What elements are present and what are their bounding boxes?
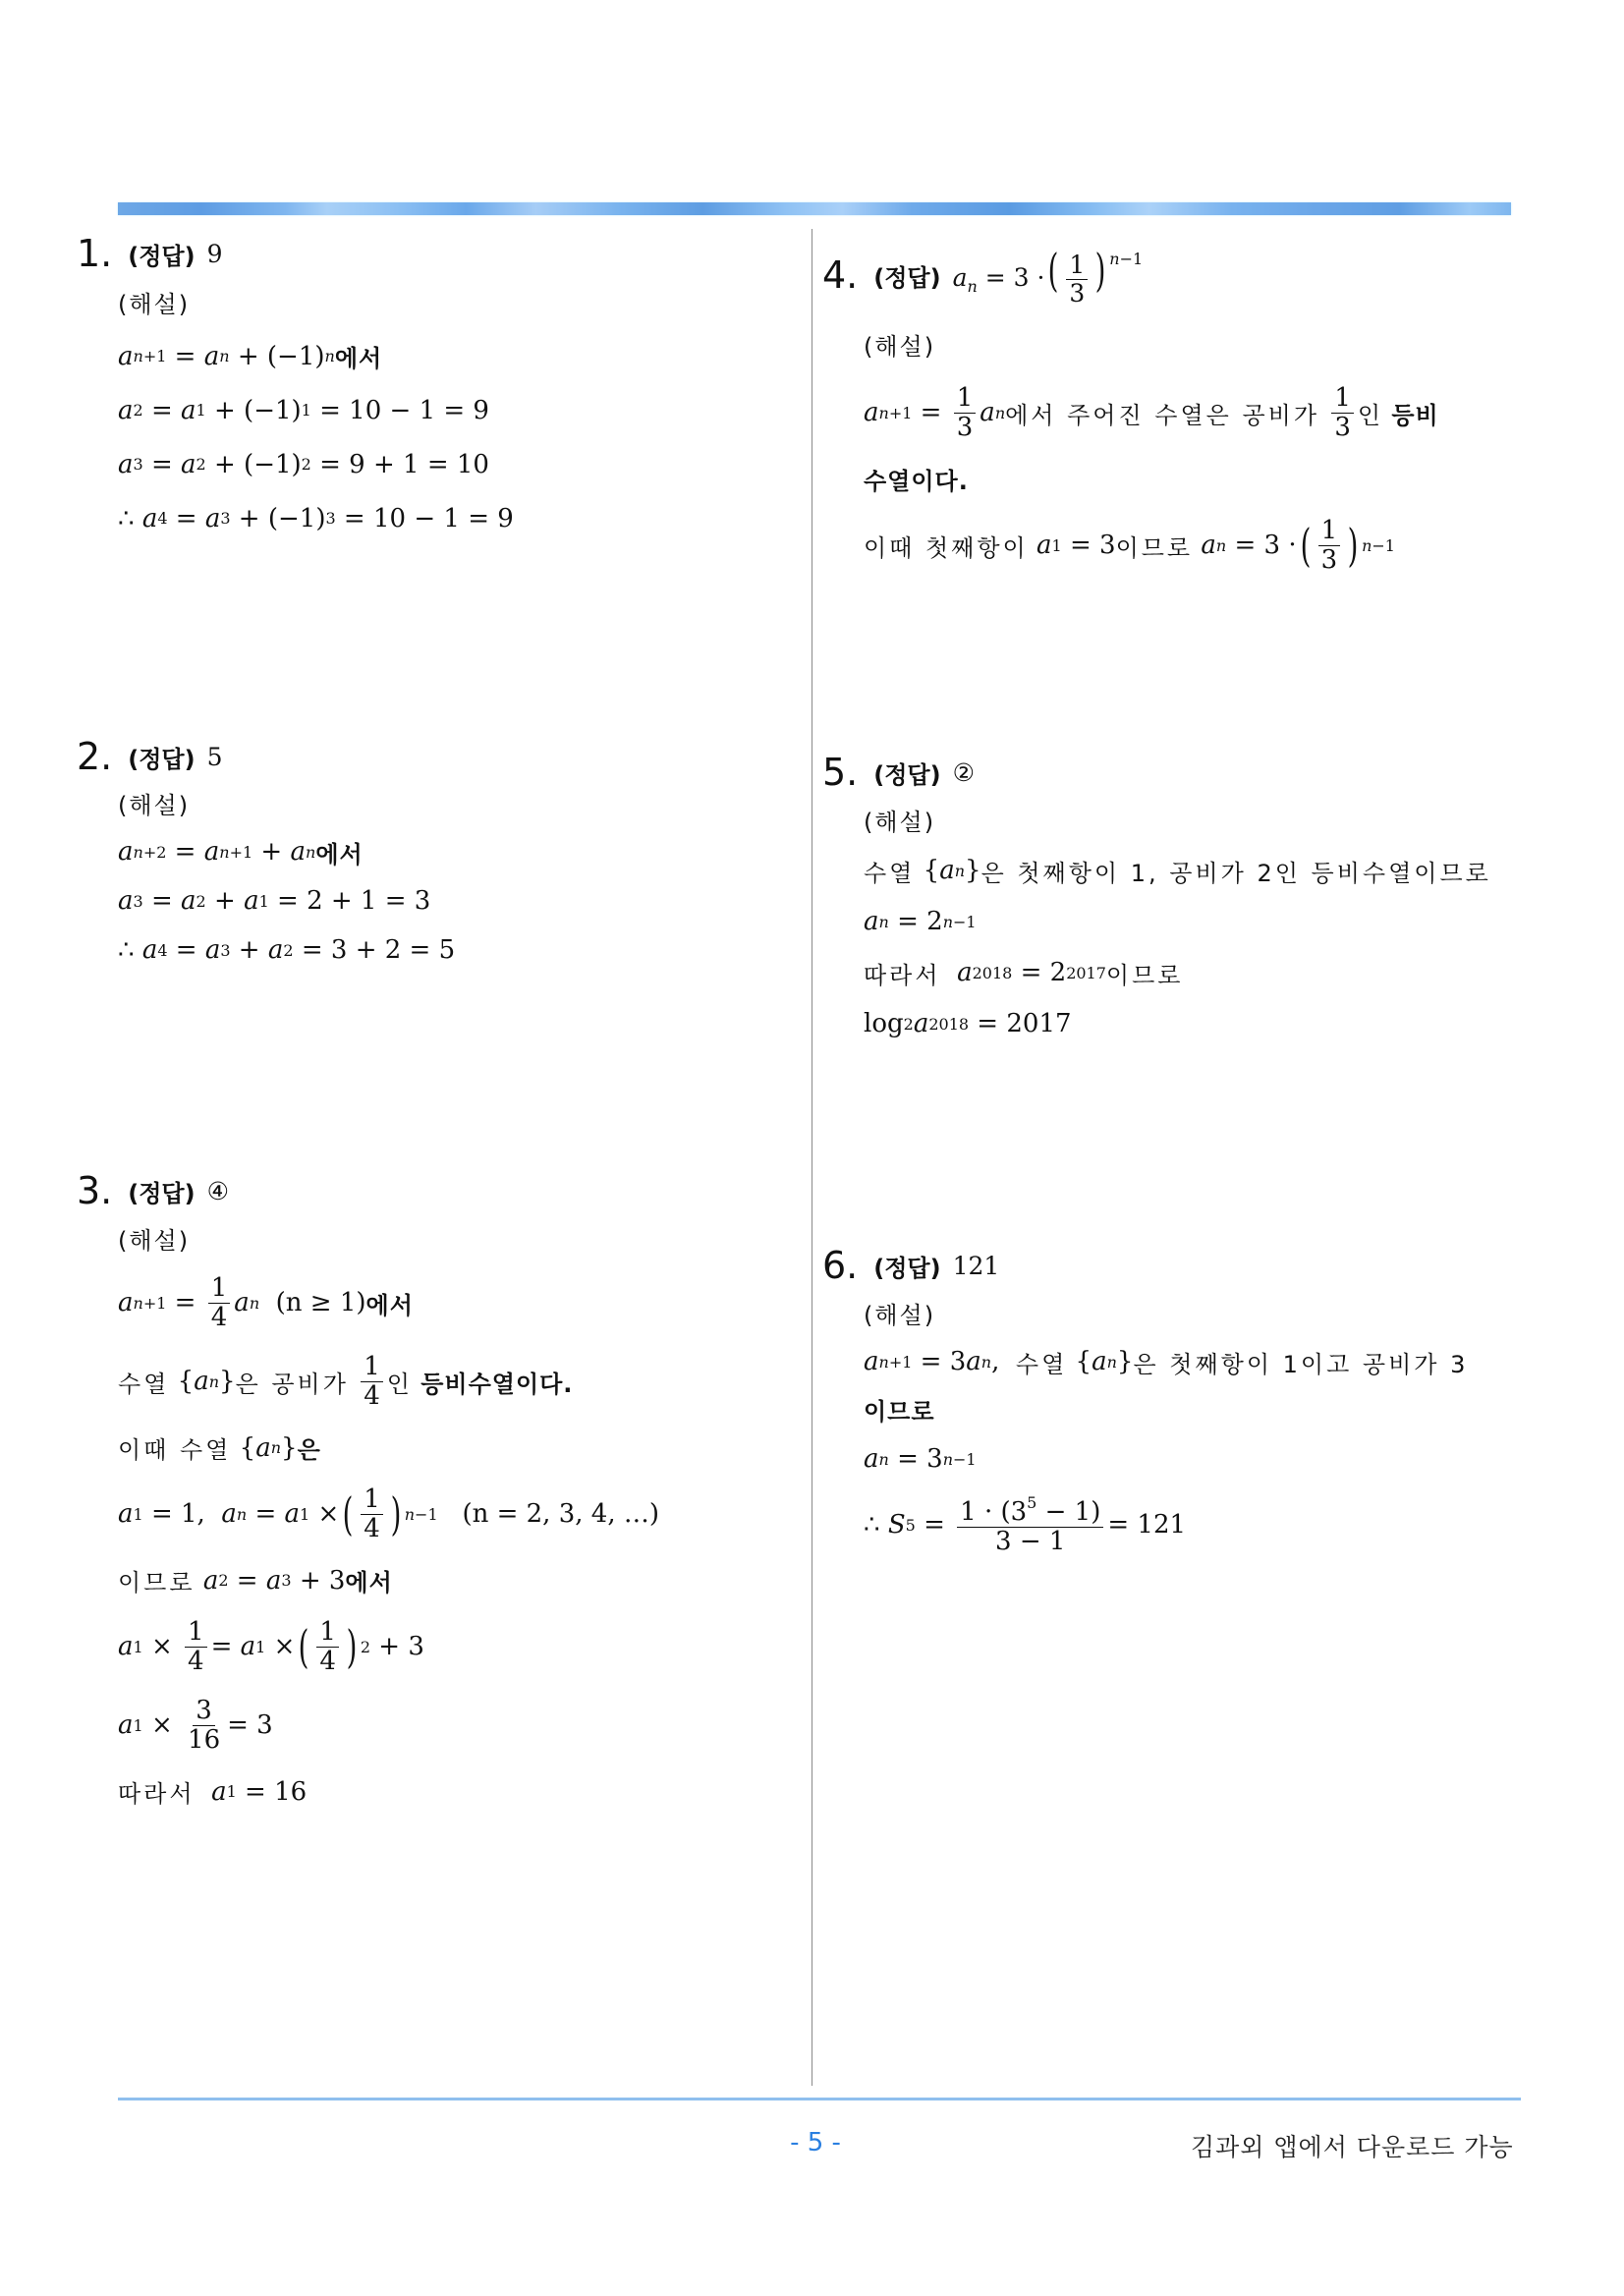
- problem-number: 5.: [822, 751, 859, 794]
- explanation-line: 따라서 a 1 = 16: [118, 1776, 308, 1808]
- answer-value: 9: [206, 239, 223, 268]
- explanation-line: a n+1 = $\frac{1}{3}$ a n 에서 주어진 수열은 공비가 $\frac{1}{3}$ 인 등비: [864, 382, 1439, 442]
- explanation-line: a n = 2 n−1: [864, 907, 977, 936]
- explanation-line: a n+1 = $\frac{1}{4}$ a n (n ≥ 1) 에서: [118, 1272, 414, 1332]
- answer-value: 121: [952, 1251, 1000, 1280]
- explanation-line: log 2 a 2018 = 2017: [864, 1009, 1072, 1038]
- footer-divider: [118, 2098, 1521, 2100]
- explanation-line: a n+1 = a n + (−1) n 에서: [118, 341, 383, 372]
- problem-header: [822, 1244, 1468, 1287]
- problem-number: 6.: [822, 1244, 859, 1287]
- problem-4: [822, 236, 1439, 585]
- explanation-line: a 1 × $\frac{3}{16}$ = 3: [118, 1695, 273, 1755]
- answer-label: (정답): [128, 1179, 196, 1207]
- problem-number: 3.: [77, 1169, 113, 1212]
- problem-header: [822, 751, 1491, 794]
- explanation-label: (해설): [864, 1301, 936, 1329]
- explanation-line: a 1 × $\frac{1}{4}$ = a 1 × ( $\frac{1}{4}$ ) 2 + 3: [118, 1616, 424, 1676]
- footer-text: 김과외 앱에서 다운로드 가능: [1191, 2133, 1514, 2161]
- answer-value: $a_n = 3$ ·( $\frac{1}{3}$ ) $^{n-1}$: [952, 243, 1144, 308]
- explanation: [118, 1212, 659, 1819]
- explanation-label: (해설): [118, 1226, 191, 1255]
- explanation-line: a n = 3 n−1: [864, 1444, 977, 1474]
- explanation-line: a n+1 = 3 a n , 수열 { a n } 은 첫째항이 1이고 공비가 3: [864, 1347, 1469, 1378]
- explanation-line: 이때 수열 { a n } 은: [118, 1432, 321, 1464]
- problem-number: 2.: [77, 735, 113, 778]
- explanation-line: a n+2 = a n+1 + a n 에서: [118, 837, 364, 868]
- problem-6: [822, 1244, 1468, 1564]
- problem-2: [77, 735, 455, 975]
- answer-value: ②: [952, 757, 975, 787]
- explanation-line: 이므로 a 2 = a 3 + 3 에서: [118, 1565, 393, 1596]
- explanation-line: ∴ a 4 = a 3 + a 2 = 3 + 2 = 5: [118, 935, 456, 965]
- explanation-line: 수열이다.: [864, 468, 969, 495]
- explanation-label: (해설): [118, 791, 191, 819]
- explanation: [864, 1287, 1468, 1564]
- answer-label: (정답): [873, 1254, 941, 1282]
- explanation: [864, 794, 1491, 1049]
- answer-label: (정답): [128, 242, 196, 270]
- explanation-line: 수열 { a n } 은 공비가 $\frac{1}{4}$ 인 등비수열이다.: [118, 1351, 574, 1411]
- explanation-line: a 1 = 1, a n = a 1 × ( $\frac{1}{4}$ ) n−1 (n = 2, 3, 4, …): [118, 1484, 659, 1543]
- explanation: [118, 778, 455, 975]
- problem-5: [822, 751, 1491, 1049]
- answer-label: (정답): [873, 263, 941, 292]
- explanation-label: (해설): [864, 332, 936, 361]
- explanation-line: ∴ a 4 = a 3 + (−1) 3 = 10 − 1 = 9: [118, 503, 514, 533]
- answer-value: 5: [206, 742, 223, 771]
- explanation: [864, 314, 1439, 585]
- explanation-line: a 3 = a 2 + (−1) 2 = 9 + 1 = 10: [118, 449, 489, 479]
- problem-3: [77, 1169, 659, 1819]
- explanation-line: 따라서 a 2018 = 2 2017 이므로: [864, 958, 1184, 989]
- problem-number: 1.: [77, 232, 113, 275]
- page-number: - 5 -: [790, 2128, 841, 2157]
- problem-number: 4.: [822, 253, 859, 297]
- explanation-label: (해설): [864, 808, 936, 836]
- answer-label: (정답): [128, 745, 196, 773]
- problem-1: [77, 232, 514, 545]
- answer-label: (정답): [873, 760, 941, 789]
- explanation: [118, 275, 514, 545]
- explanation-line: 수열 { a n } 은 첫째항이 1, 공비가 2인 등비수열이므로: [864, 856, 1491, 887]
- explanation-line: 이므로: [864, 1397, 935, 1426]
- answer-value: ④: [206, 1176, 229, 1205]
- header-banner: [118, 202, 1511, 215]
- problem-header: [822, 236, 1439, 314]
- problem-header: [77, 1169, 659, 1212]
- problem-header: [77, 735, 455, 778]
- explanation-line: a 2 = a 1 + (−1) 1 = 10 − 1 = 9: [118, 395, 489, 425]
- explanation-line: a 3 = a 2 + a 1 = 2 + 1 = 3: [118, 886, 431, 916]
- problem-header: [77, 232, 514, 275]
- explanation-label: (해설): [118, 291, 191, 318]
- explanation-line: 이때 첫째항이 a 1 = 3 이므로 a n = 3 · ( $\frac{1}{3}$ ) n−1: [864, 515, 1395, 575]
- explanation-line: ∴ S 5 = $\frac{1 \cdot (3^5 - 1)}{3 - 1}$ = 121: [864, 1492, 1187, 1556]
